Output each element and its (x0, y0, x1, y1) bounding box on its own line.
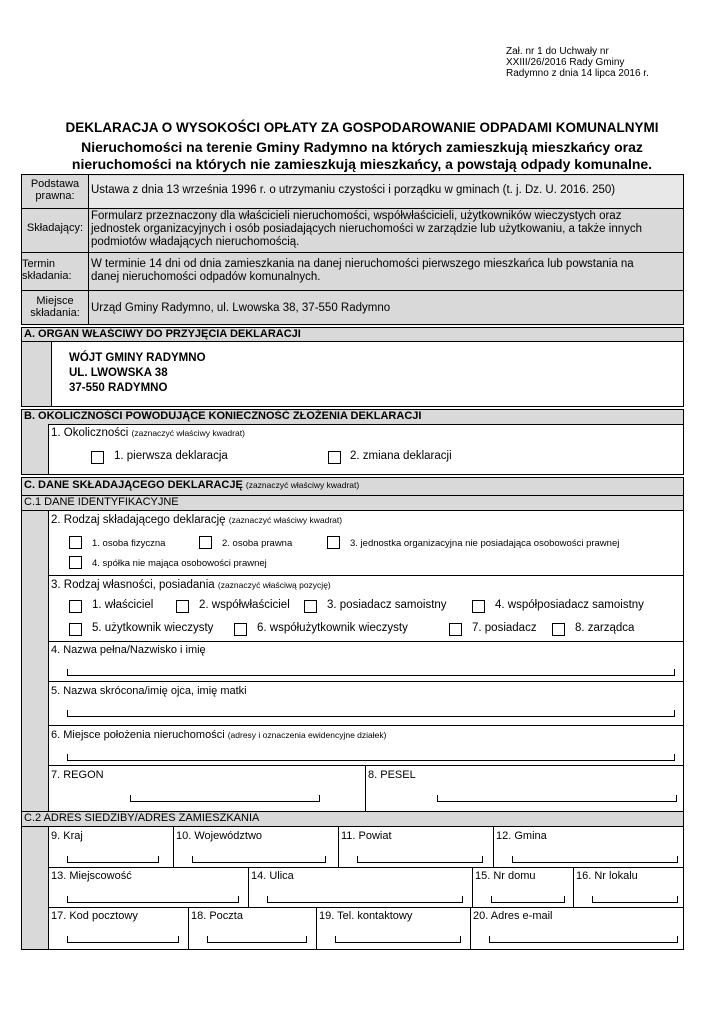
org-unit-checkbox[interactable] (327, 536, 340, 549)
apartment-number-label: 16. Nr lokalu (576, 870, 638, 882)
authority-address (69, 351, 206, 396)
company-checkbox[interactable] (69, 556, 82, 569)
voivodeship-label: 10. Województwo (176, 830, 263, 842)
question-3 (51, 579, 331, 592)
question-label: 2. Rodzaj składającego deklarację (51, 514, 226, 526)
deadline-label (22, 258, 74, 282)
address-line: 37-550 RADYMNO (69, 382, 168, 394)
submitter-value (91, 210, 642, 249)
value-line: danej nieruchomości odpadów komunalnych. (91, 271, 321, 283)
label-line: Podstawa (30, 178, 80, 190)
postal-code-label: 17. Kod pocztowy (51, 910, 138, 922)
label-line: składania: (30, 307, 80, 319)
street-label: 14. Ulica (251, 870, 294, 882)
commune-label: 12. Gmina (496, 830, 547, 842)
submitter-label: Składający: (26, 222, 84, 234)
divider (21, 208, 684, 209)
question-2 (51, 514, 342, 527)
first-declaration-label: 1. pierwsza deklaracja (114, 450, 228, 462)
section-title: C. DANE SKŁADAJĄCEGO DEKLARACJĘ (24, 479, 243, 491)
co-possessor-checkbox[interactable] (472, 600, 485, 613)
label-line: Miejsce (36, 295, 74, 307)
address-line: UL. LWOWSKA 38 (69, 367, 168, 379)
value-line: jednostek organizacyjnych i osób posiadających nieruchomości w zarządzie lub użytkowaniu, a także innych (91, 223, 643, 235)
co-owner-label: 2. współwłaściciel (199, 599, 290, 611)
divider (21, 252, 684, 253)
manager-label: 8. zarządca (575, 622, 635, 634)
divider (173, 827, 174, 867)
full-name-input[interactable] (67, 669, 675, 676)
post-office-label: 18. Poczta (191, 910, 243, 922)
divider (365, 765, 366, 811)
voivodeship-input[interactable] (192, 856, 326, 863)
divider (470, 907, 471, 949)
form-subtitle (0, 139, 724, 173)
divider (248, 867, 249, 907)
basis-label (22, 178, 88, 202)
regon-label: 7. REGON (51, 769, 104, 781)
natural-person-label: 1. osoba fizyczna (92, 538, 166, 549)
section-note: (zaznaczyć właściwy kwadrat) (245, 480, 360, 490)
place-value: Urząd Gminy Radymno, ul. Lwowska 38, 37-550 Radymno (91, 302, 391, 314)
possessor-label: 3. posiadacz samoistny (327, 599, 447, 611)
question-note: (zaznaczyć właściwą pozycję) (217, 580, 331, 590)
divider (573, 867, 574, 907)
question-label: 3. Rodzaj własności, posiadania (51, 579, 215, 591)
city-input[interactable] (67, 896, 239, 903)
pesel-input[interactable] (437, 795, 677, 802)
change-declaration-label: 2. zmiana deklaracji (350, 450, 452, 462)
holder-checkbox[interactable] (449, 623, 462, 636)
annex-note-line: XXIII/26/2016 Rady Gminy (506, 57, 625, 68)
label-line: Termin (22, 258, 56, 270)
deadline-value (91, 258, 634, 284)
question-1 (51, 427, 245, 440)
country-label: 9. Kraj (51, 830, 83, 842)
holder-label: 7. posiadacz (472, 622, 537, 634)
perpetual-user-label: 5. użytkownik wieczysty (92, 622, 214, 634)
regon-input[interactable] (130, 795, 320, 802)
property-location-input[interactable] (67, 754, 675, 761)
section-a-title: A. ORGAN WŁAŚCIWY DO PRZYJĘCIA DEKLARACJI (24, 328, 301, 340)
owner-checkbox[interactable] (69, 600, 82, 613)
short-name-input[interactable] (67, 710, 675, 717)
legal-person-label: 2. osoba prawna (222, 538, 293, 549)
org-unit-label: 3. jednostka organizacyjna nie posiadająca osobowości prawnej (350, 538, 620, 549)
legal-person-checkbox[interactable] (199, 536, 212, 549)
section-c-title (22, 478, 359, 492)
city-label: 13. Miejscowość (51, 870, 132, 882)
apartment-number-input[interactable] (592, 896, 678, 903)
question-note: (zaznaczyć właściwy kwadrat) (131, 428, 245, 438)
divider (48, 867, 683, 868)
house-number-label: 15. Nr domu (475, 870, 536, 882)
question-note: (zaznaczyć właściwy kwadrat) (228, 515, 343, 525)
value-line: podmiotów władających nieruchomością. (91, 236, 300, 248)
value-line: Formularz przeznaczony dla właścicieli nieruchomości, współwłaścicieli, użytkowników wieczystych oraz (91, 210, 622, 222)
post-office-input[interactable] (207, 936, 307, 943)
value-line: W terminie 14 dni od dnia zamieszkania na danej nieruchomości pierwszego mieszkańca lub powstania na (91, 258, 634, 270)
county-input[interactable] (357, 856, 483, 863)
perpetual-user-checkbox[interactable] (69, 623, 82, 636)
email-label: 20. Adres e-mail (473, 910, 553, 922)
c1-title: C.1 DANE IDENTYFIKACYJNE (24, 496, 179, 508)
annex-note-line: Radymno z dnia 14 lipca 2016 r. (506, 68, 649, 79)
house-number-input[interactable] (491, 896, 565, 903)
annex-note-line: Zał. nr 1 do Uchwały nr (506, 46, 609, 57)
place-label (22, 295, 88, 319)
property-location-label (51, 729, 386, 742)
change-declaration-checkbox[interactable] (328, 451, 341, 464)
commune-input[interactable] (512, 856, 678, 863)
co-possessor-label: 4. współposiadacz samoistny (495, 599, 644, 611)
question-label: 6. Miejsce położenia nieruchomości (51, 729, 225, 741)
owner-label: 1. właściciel (92, 599, 154, 611)
natural-person-checkbox[interactable] (69, 536, 82, 549)
subtitle-line: Nieruchomości na terenie Gminy Radymno na których zamieszkują mieszkańcy oraz (81, 139, 643, 155)
co-owner-checkbox[interactable] (176, 600, 189, 613)
county-label: 11. Powiat (341, 830, 392, 842)
possessor-checkbox[interactable] (304, 600, 317, 613)
pesel-label: 8. PESEL (368, 769, 416, 781)
phone-label: 19. Tel. kontaktowy (319, 910, 413, 922)
label-line: prawna: (35, 190, 75, 202)
full-name-label: 4. Nazwa pełna/Nazwisko i imię (51, 644, 206, 656)
address-line: WÓJT GMINY RADYMNO (69, 352, 206, 364)
street-input[interactable] (267, 896, 463, 903)
phone-input[interactable] (335, 936, 461, 943)
first-declaration-checkbox[interactable] (91, 451, 104, 464)
short-name-label: 5. Nazwa skrócona/imię ojca, imię matki (51, 685, 247, 697)
divider (472, 867, 473, 907)
question-note: (adresy i oznaczenia ewidencyjne działek) (227, 730, 387, 740)
divider (48, 681, 683, 682)
c2-content (48, 827, 683, 949)
divider (48, 575, 683, 576)
subtitle-line: nieruchomości na których nie zamieszkują mieszkańcy, a powstają odpady komunalne. (71, 156, 653, 172)
label-line: składania: (22, 270, 72, 282)
co-perpetual-user-label: 6. współużytkownik wieczysty (257, 622, 408, 634)
co-perpetual-user-checkbox[interactable] (234, 623, 247, 636)
divider (338, 827, 339, 867)
section-b-title: B. OKOLICZNOŚCI POWODUJĄCE KONIECZNOŚĆ ZŁOŻENIA DEKLARACJI (24, 410, 422, 422)
company-label: 4. spółka nie mająca osobowości prawnej (92, 558, 267, 569)
manager-checkbox[interactable] (552, 623, 565, 636)
email-input[interactable] (489, 936, 678, 943)
divider (48, 641, 683, 642)
basis-value: Ustawa z dnia 13 września 1996 r. o utrzymaniu czystości i porządku w gminach (t. j. Dz. U. 2016. 250) (91, 184, 616, 196)
divider (48, 725, 683, 726)
country-input[interactable] (67, 856, 159, 863)
question-label: 1. Okoliczności (51, 427, 129, 439)
postal-code-input[interactable] (67, 936, 179, 943)
divider (188, 907, 189, 949)
form-title: DEKLARACJA O WYSOKOŚCI OPŁATY ZA GOSPODAROWANIE ODPADAMI KOMUNALNYMI (65, 120, 659, 135)
c2-title: C.2 ADRES SIEDZIBY/ADRES ZAMIESZKANIA (24, 812, 260, 824)
divider (21, 290, 684, 291)
divider (48, 907, 683, 908)
divider (493, 827, 494, 867)
divider (316, 907, 317, 949)
annex-note (506, 46, 676, 79)
